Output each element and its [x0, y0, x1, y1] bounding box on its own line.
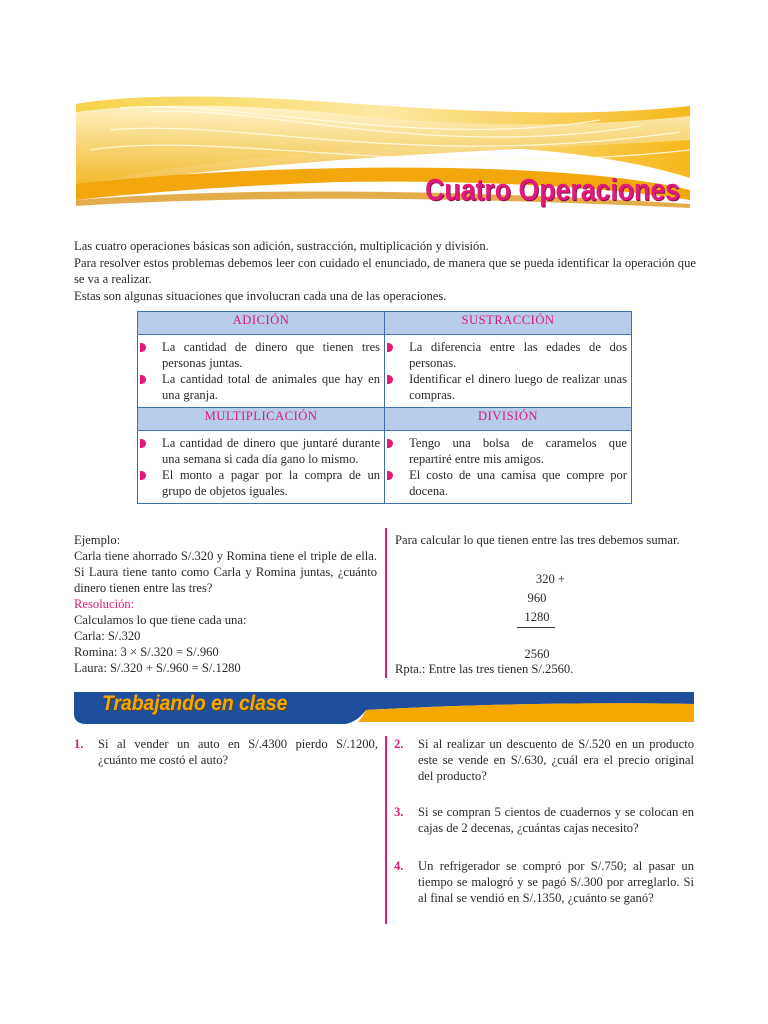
resolution-line: Calculamos lo que tiene cada una:: [74, 613, 247, 627]
list-item: La diferencia entre las edades de dos personas.: [385, 339, 627, 371]
list-item: La cantidad total de animales que hay en una granja.: [138, 371, 380, 403]
exercise-number: 3.: [394, 805, 404, 819]
example-problem: Carla tiene ahorrado S/.320 y Romina tiene el triple de ella. Si Laura tiene tanto como Carla y Romina juntas, ¿cuánto dinero tienen entre las tres?: [74, 549, 377, 595]
sum-total: 2560: [524, 647, 550, 661]
sum-addend: 960: [527, 591, 547, 605]
bullet-icon: [387, 471, 393, 480]
cell-multiplicacion: [138, 431, 385, 504]
cell-sustraccion: [385, 335, 632, 408]
exercises-divider: [385, 736, 387, 924]
operations-table: [137, 311, 632, 504]
sum-rule: [517, 627, 555, 647]
exercise-text: Si al vender un auto en S/.4300 pierdo S/.1200, ¿cuánto me costó el auto?: [98, 737, 378, 767]
header-multiplicacion: MULTIPLICACIÓN: [138, 408, 385, 431]
example-label: Ejemplo:: [74, 533, 121, 547]
bullet-icon: [140, 471, 146, 480]
resolution-line: Laura: S/.320 + S/.960 = S/.1280: [74, 661, 241, 675]
list-item: El monto a pagar por la compra de un grupo de objetos iguales.: [138, 467, 380, 499]
bullet-icon: [140, 343, 146, 352]
page-title: Cuatro Operaciones: [425, 172, 680, 207]
cell-division: [385, 431, 632, 504]
sum-addend: 320 +: [535, 572, 565, 586]
exercise-item: [394, 736, 694, 784]
list-item: Identificar el dinero luego de realizar unas compras.: [385, 371, 627, 403]
bullet-icon: [140, 375, 146, 384]
exercise-item: [394, 804, 694, 836]
header-sustraccion: SUSTRACCIÓN: [385, 312, 632, 335]
answer: Rpta.: Entre las tres tienen S/.2560.: [395, 662, 574, 676]
intro-paragraph: Para resolver estos problemas debemos leer con cuidado el enunciado, de manera que se pueda identificar la operación que se va a realizar.: [74, 255, 696, 286]
header-adicion: ADICIÓN: [138, 312, 385, 335]
list-item: La cantidad de dinero que tienen tres personas juntas.: [138, 339, 380, 371]
exercise-number: 2.: [394, 737, 404, 751]
bullet-icon: [387, 375, 393, 384]
exercise-text: Un refrigerador se compró por S/.750; al pasar un tiempo se malogró y se pagó S/.300 por arreglarlo. Si al final se vendió en S/.1350, ¿cuánto se ganó?: [418, 859, 694, 905]
exercise-text: Si se compran 5 cientos de cuadernos y se colocan en cajas de 2 decenas, ¿cuántas cajas necesito?: [418, 805, 694, 835]
exercise-number: 1.: [74, 737, 84, 751]
exercise-text: Si al realizar un descuento de S/.520 en un producto este se vende en S/.630, ¿cuál era el precio original del producto?: [418, 737, 694, 783]
bullet-icon: [140, 439, 146, 448]
vertical-sum: [507, 570, 567, 664]
exercise-item: [74, 736, 378, 768]
intro-paragraph: Estas son algunas situaciones que involucran cada una de las operaciones.: [74, 288, 447, 303]
intro-text: [74, 238, 696, 304]
column-divider: [385, 528, 387, 678]
exercise-item: [394, 858, 694, 906]
header-division: DIVISIÓN: [385, 408, 632, 431]
example-right-column: [395, 532, 693, 682]
cell-adicion: [138, 335, 385, 408]
bullet-icon: [387, 343, 393, 352]
intro-paragraph: Las cuatro operaciones básicas son adición, sustracción, multiplicación y división.: [74, 239, 489, 253]
list-item: El costo de una camisa que compre por docena.: [385, 467, 627, 499]
resolution-line: Romina: 3 × S/.320 = S/.960: [74, 645, 219, 659]
resolution-line: Carla: S/.320: [74, 629, 141, 643]
bullet-icon: [387, 439, 393, 448]
list-item: La cantidad de dinero que juntaré durante una semana si cada día gano lo mismo.: [138, 435, 380, 467]
exercise-number: 4.: [394, 859, 404, 873]
sum-intro: Para calcular lo que tienen entre las tres debemos sumar.: [395, 533, 680, 547]
section-title: Trabajando en clase: [102, 692, 288, 715]
sum-addend: 1280: [524, 610, 550, 624]
resolution-label: Resolución:: [74, 597, 135, 611]
list-item: Tengo una bolsa de caramelos que repartiré entre mis amigos.: [385, 435, 627, 467]
example-left-column: [74, 532, 377, 676]
